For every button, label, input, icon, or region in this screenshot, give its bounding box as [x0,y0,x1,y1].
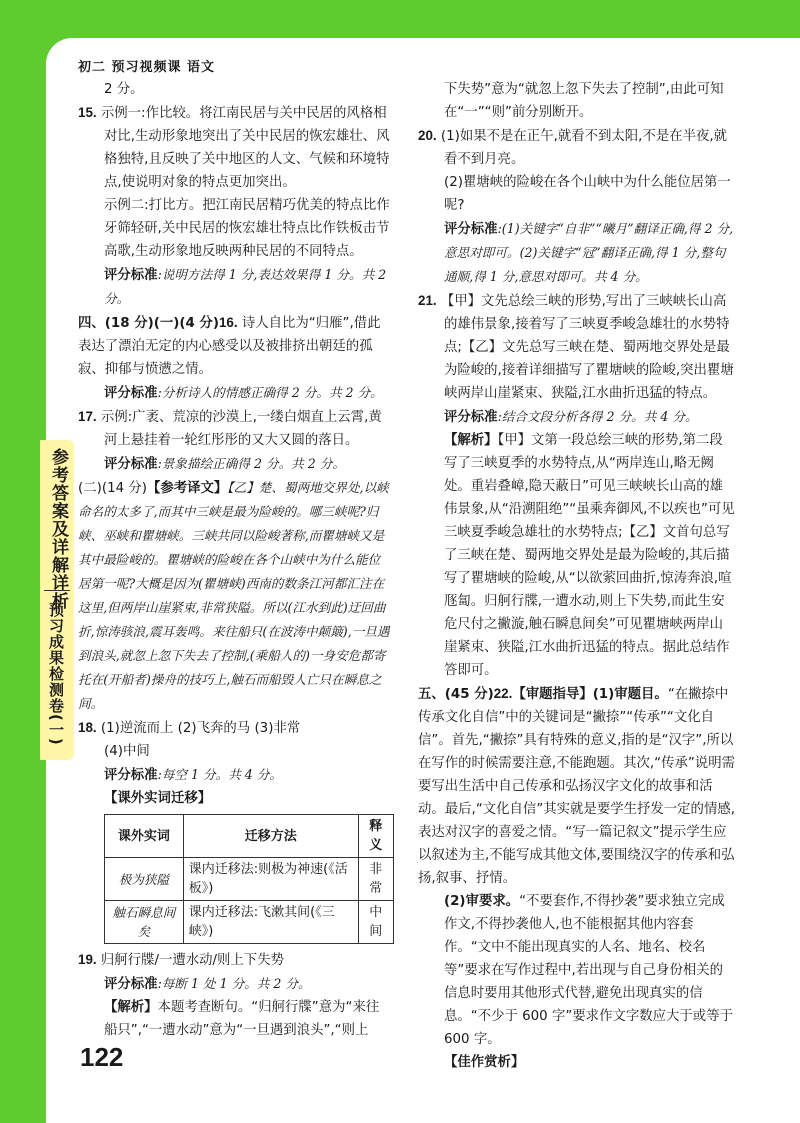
score-standard [78,452,390,476]
question-number: 19. [78,952,97,967]
table-row [105,858,394,901]
score-standard [78,972,390,996]
question-number: 16. [218,315,238,330]
section-5 [418,682,736,890]
cell-method: 课内迁移法:飞漱其间(《三峡》) [183,901,358,944]
section-2 [78,476,390,716]
guide-text: “在撇捺中传承文化自信”中的关键词是“撇捺”“传承”“文化自信”。首先,“撇捺”具有特殊的意义,指的是“汉字”,所以在写作的时候需要注意,不能跑题。其次,“传承”说明需要写出生活中自己传承和弘扬汉字文化的故事和活动。最后,“文化自信”其实就是要学生抒发一定的情感,表达对汉字的喜爱之情。“写一篇记叙文”提示学生应以叙述为主,不能写成其他文体,要围绕汉字的传承和弘扬,叙事、抒情。 [418,687,735,886]
answer-17 [78,405,390,452]
question-number: 18. [78,720,97,735]
score-label: 评分标准 [104,977,158,992]
answer-text: 归舸行牒/一遭水动/则上下失势 [96,953,284,968]
answer-15 [78,101,390,194]
question-number: 17. [78,409,97,424]
section-heading: 四、(18 分)(一)(4 分) [78,316,219,331]
side-tab-sub: 预习成果检测卷(一) [47,602,65,746]
answer-line: 2 分。 [104,82,144,97]
header-method: 迁移方法 [183,815,358,858]
appreciation-label: 【佳作赏析】 [444,1055,525,1070]
score-standard [78,263,390,311]
answer-19 [78,948,390,972]
score-text: :每断 1 处 1 分。共 2 分。 [157,976,311,991]
side-tab-main: 参考答案及详解详析 [48,448,68,610]
guide-label: 【审题指导】 [512,687,593,702]
analysis-text: 【甲】文第一段总绘三峡的形势,第二段写了三峡夏季的水势特点,从“两岸连山,略无阙处。重岩叠嶂,隐天蔽日”可见三峡峡长山高的雄伟景象,从“沿溯阻绝”“虽乘奔御风,不以疾也”可见三峡夏季峻急雄壮的水势特点;【乙】文首句总写了三峡在楚、蜀两地交界处是最为险峻的,其后描写了瞿塘峡的险峻,从“以欲萦回曲折,惊涛奔浪,喧豗匐。归舸行牒,一遭水动,则上下失势,而此生安危尺付之撇漩,触石瞬息间矣”可见瞿塘峡两岸山崖紧束、狭隘,江水曲折迅猛的特点。据此总结作答即可。 [444,433,735,678]
answer-15-example2: 示例二:打比方。把江南民居精巧优美的特点比作牙筛轻研,关中民居的恢宏雄壮特点比作铁板击节高歌,生动形象地反映两种民居的不同特点。 [104,198,390,259]
score-label: 评分标准 [104,386,158,401]
cell-meaning: 非常 [358,858,393,901]
answer-20 [418,124,736,171]
answer-18-b: (4)中间 [104,744,150,759]
score-label: 评分标准 [444,410,498,425]
answer-text: (1)如果不是在正午,就看不到太阳,不是在半夜,就看不到月亮。 [436,129,728,167]
answer-text: 示例:广袤、荒凉的沙漠上,一缕白烟直上云霄,黄河上悬挂着一轮红彤彤的又大又圆的落日。 [96,410,382,448]
analysis-text: 本题考查断句。“归舸行牒”意为“来往船只”,“一遭水动”意为“一旦遇到浪头”,“则上 [104,1000,380,1038]
analysis-label: 【解析】 [444,433,498,448]
requirement-text: “不要套作,不得抄袭”要求独立完成作文,不得抄袭他人,也不能根据其他内容套作。“文中不能出现真实的人名、地名、校名等”要求在写作过程中,若出现与自己身份相关的信息时要用其他形式代替,避免出现真实的信息。“不少于 600 字”要求作文字数应大于或等于 600 字。 [444,894,733,1047]
section-heading: 五、(45 分) [418,687,494,702]
page-header: 初二 预习视频课 语文 [78,60,216,75]
answer-text: (1)逆流而上 (2)飞奔的马 (3)非常 [96,721,301,736]
table-title: 【课外实词迁移】 [104,791,212,806]
section-4 [78,311,390,381]
question-number: 22. [493,686,513,701]
score-text: :景象描绘正确得 2 分。共 2 分。 [157,456,345,471]
word-transfer-table [104,814,394,944]
score-standard [418,405,736,429]
analysis-continued: 下失势”意为“就忽上忽下失去了控制”,由此可知在“一”“则”前分别断开。 [444,82,724,120]
score-text: :结合文段分析各得 2 分。共 4 分。 [497,409,698,424]
answer-20-b: (2)瞿塘峡的险峻在各个山峡中为什么能位居第一呢? [444,175,731,213]
cell-word: 触石瞬息间矣 [105,901,184,944]
answer-18 [78,716,390,740]
score-standard [78,763,390,787]
analysis [78,996,390,1042]
cell-word: 极为狭隘 [105,858,184,901]
cell-meaning: 中间 [358,901,393,944]
score-text: :每空 1 分。共 4 分。 [157,767,282,782]
analysis-label: 【解析】 [104,1000,158,1015]
analysis [418,429,736,682]
question-number: 20. [418,128,437,143]
right-column [418,78,736,1074]
header-meaning: 释义 [358,815,393,858]
header-word: 课外实词 [105,815,184,858]
page-number: 122 [80,1042,124,1072]
score-standard [418,217,736,289]
table-row [105,901,394,944]
score-text: :分析诗人的情感正确得 2 分。共 2 分。 [157,385,383,400]
answer-text: 示例一:作比较。将江南民居与关中民居的风格相对比,生动形象地突出了关中民居的恢宏雄壮、风格独特,且反映了关中地区的人文、气候和环境特点,使说明对象的特点更加突出。 [100,106,390,190]
cell-method: 课内迁移法:则极为神速(《活板》) [183,858,358,901]
answer-21 [418,289,736,405]
answer-text: 【甲】文先总绘三峡的形势,写出了三峡峡长山高的雄伟景象,接着写了三峡夏季峻急雄壮的水势特点;【乙】文先总写三峡在楚、蜀两地交界处是最为险峻的,接着详细描写了瞿塘峡的险峻,突出瞿塘峡两岸山崖紧束、狭隘,江水曲折迅猛的特点。 [436,294,734,401]
sub-label: (2)审要求。 [444,894,520,909]
score-text: :(1)关键字“自非”“曦月”翻译正确,得 2 分,意思对即可。(2)关键字“冠”翻译正确,得 1 分,整句通顺,得 1 分,意思对即可。共 4 分。 [444,221,734,284]
requirement [418,890,736,1051]
translation-text: 【乙】楚、蜀两地交界处,以峡命名的太多了,而其中三峡是最为险峻的。哪三峡呢?归峡、巫峡和瞿塘峡。三峡共同以险峻著称,而瞿塘峡又是其中最险峻的。瞿塘峡的险峻在各个山峡中为什么能位居第一呢?大概是因为(瞿塘峡)西南的数条江河都汇注在这里,但两岸山崖紧束,非常狭隘。所以(江水到此)迂回曲折,惊涛骇浪,震耳轰鸣。来往船只(在波涛中颠簸),一旦遇到浪头,就忽上忽下失去了控制,(乘船人的)一身安危都寄托在(开船者)操舟的技巧上,触石而船毁人亡只在瞬息之间。 [78,480,390,711]
reference-translation-label: 【参考译文】 [146,481,228,496]
score-standard [78,381,390,405]
score-label: 评分标准 [444,222,498,237]
section-heading: (二)(14 分) [78,481,147,496]
side-tab [40,440,74,760]
score-label: 评分标准 [104,268,158,283]
score-label: 评分标准 [104,457,158,472]
question-number: 15. [78,105,97,120]
sub-label: (1)审题目。 [592,687,668,702]
left-column [78,78,390,1042]
score-text: :说明方法得 1 分,表达效果得 1 分。共 2 分。 [104,267,387,306]
score-label: 评分标准 [104,768,158,783]
table-header-row [105,815,394,858]
answer-text: 诗人自比为“归雁”,借此表达了漂泊无定的内心感受以及被排挤出朝廷的孤寂、抑郁与愤懑之情。 [78,316,381,377]
question-number: 21. [418,293,437,308]
side-tab-divider [44,590,70,591]
